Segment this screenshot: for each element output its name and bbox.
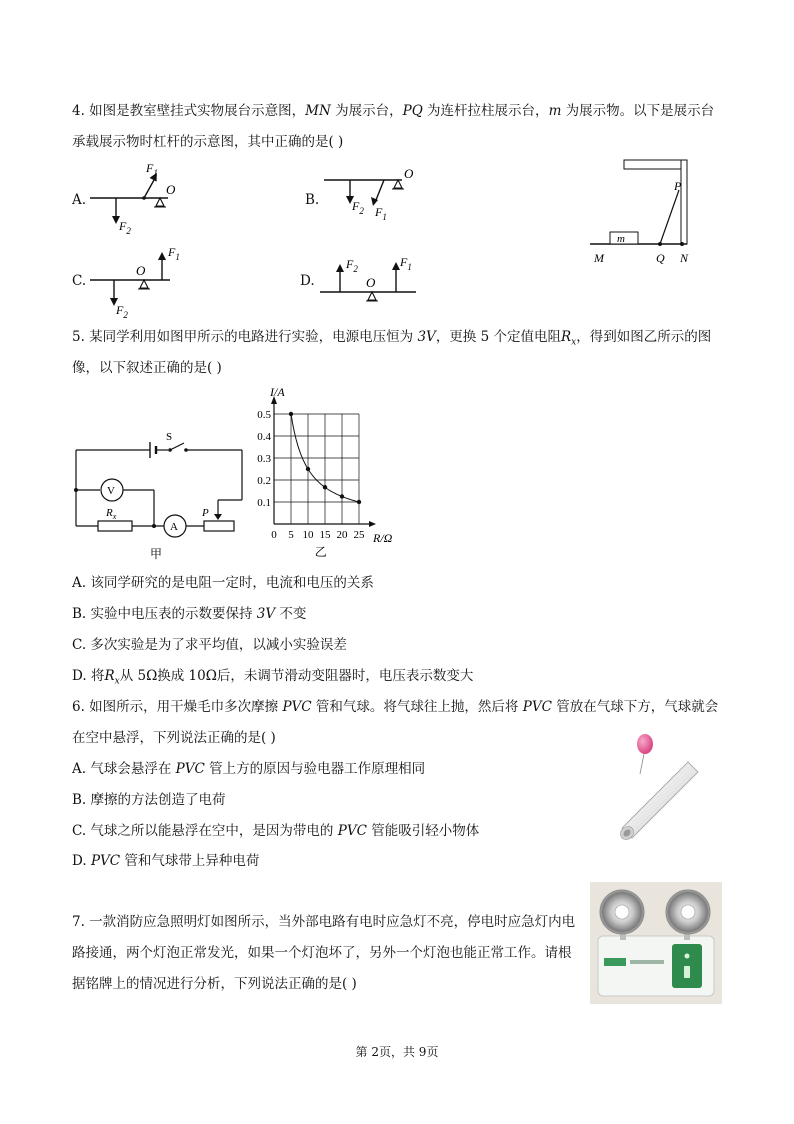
stand-N-label: N [680, 251, 689, 265]
q6-option-d[interactable]: D. PVC 管和气球带上异种电荷 [72, 853, 260, 869]
resistor-rx-label: $R_x$ [106, 507, 117, 521]
q7-stem-line3: 据铭牌上的情况进行分析，下列说法正确的是( ) [72, 976, 357, 992]
q4b-f2-label: $F_2$ [352, 199, 364, 216]
pvc-tube-shape [622, 762, 698, 838]
switch-s-label: S [166, 431, 173, 443]
x-axis-arrow [369, 521, 376, 527]
data-point [340, 494, 344, 498]
q4-stem-line2: 承载展示物时杠杆的示意图，其中正确的是( ) [72, 134, 344, 150]
q4b-f1-label: $F_1$ [375, 205, 387, 222]
chart-axes [271, 396, 376, 527]
q6-option-b[interactable]: B. 摩擦的方法创造了电荷 [72, 792, 226, 808]
rheostat-p-label: P [202, 507, 209, 519]
balloon-pvc-picture [612, 730, 702, 840]
q4c-f2-label: $F_2$ [116, 303, 128, 320]
q4-option-b-diagram [320, 164, 420, 230]
q4a-f1-label: $F_1$ [146, 161, 158, 178]
q4-option-c-label: C. [72, 273, 87, 289]
q5-circuit-diagram [68, 424, 254, 564]
q5-current-resistance-chart [250, 384, 410, 564]
chart-grid [274, 414, 359, 524]
q4-option-c-diagram [88, 240, 188, 320]
q4a-o-label: O [166, 182, 176, 197]
q4a-f2-label: $F_2$ [119, 219, 131, 236]
q4-option-a-label: A. [72, 192, 87, 208]
q4d-f1-label: $F_1$ [400, 255, 412, 272]
q6-option-a[interactable]: A. 气球会悬浮在 PVC 管上方的原因与验电器工作原理相同 [72, 761, 426, 777]
page-footer: 第 2页，共 9页 [355, 1045, 439, 1059]
y-tick-label: 0.5 [257, 409, 271, 421]
q4d-o-label: O [366, 275, 376, 290]
x-tick-label: 25 [353, 529, 365, 541]
q6-stem-line2: 在空中悬浮，下列说法正确的是( ) [72, 730, 276, 746]
stand-m-label: m [617, 233, 625, 245]
q4c-o-label: O [136, 263, 146, 278]
q7-stem-line2: 路接通，两个灯泡正常发光，如果一个灯泡坏了，另外一个灯泡也能正常工作。请根 [72, 945, 572, 961]
q5-stem-line2: 像，以下叙述正确的是( ) [72, 360, 222, 376]
q6-option-c[interactable]: C. 气球之所以能悬浮在空中，是因为带电的 PVC 管能吸引轻小物体 [72, 823, 480, 839]
x-tick-label: 20 [336, 529, 348, 541]
circuit-caption: 甲 [150, 547, 163, 561]
emergency-light-picture [590, 882, 722, 1004]
q6-stem-line1: 6. 如图所示，用干燥毛巾多次摩擦 PVC 管和气球。将气球往上抛，然后将 PVC 管放在气球下方，气球就会 [72, 699, 719, 715]
q4-option-a-diagram [88, 158, 188, 236]
data-point [357, 500, 361, 504]
chart-y-axis-label: I/A [270, 385, 285, 399]
y-tick-label: 0.4 [257, 431, 271, 443]
q5-option-a[interactable]: A. 该同学研究的是电阻一定时，电流和电压的关系 [72, 575, 374, 591]
chart-x-axis-label: R/Ω [373, 531, 393, 545]
q4c-f1-label: $F_1$ [168, 245, 180, 262]
y-tick-label: 0.2 [257, 475, 271, 487]
q5-option-b[interactable]: B. 实验中电压表的示数要保持 3V 不变 [72, 606, 307, 622]
q7-stem-line1: 7. 一款消防应急照明灯如图所示，当外部电路有电时应急灯不亮，停电时应急灯内电 [72, 914, 576, 930]
x-tick-label: 15 [319, 529, 331, 541]
x-tick-label: 5 [288, 529, 294, 541]
q5-option-d[interactable]: D. 将$R_x$从 5Ω换成 10Ω后，未调节滑动变阻器时，电压表示数变大 [72, 668, 474, 687]
stand-M-label: M [594, 251, 604, 265]
chart-caption: 乙 [314, 545, 327, 559]
q4-display-stand-figure [580, 152, 710, 272]
balloon-shape [637, 734, 653, 754]
q4-stem-line1: 4. 如图是教室壁挂式实物展台示意图，MN 为展示台，PQ 为连杆拉柱展示台，m 为展示物。以下是展示台 [72, 103, 715, 119]
q4-option-d-label: D. [300, 273, 315, 289]
stand-Q-label: Q [656, 251, 665, 265]
data-point [323, 485, 327, 489]
data-point [306, 467, 310, 471]
q5-stem-line1: 5. 某同学利用如图甲所示的电路进行实验，电源电压恒为 3V，更换 5 个定值电阻$R_x$，得到如图乙所示的图 [72, 329, 712, 348]
q4-option-b-label: B. [305, 192, 320, 208]
data-point [289, 412, 293, 416]
q4-option-d-diagram [316, 250, 436, 314]
x-tick-label: 0 [271, 529, 277, 541]
stand-p-label: P [674, 179, 682, 193]
y-tick-label: 0.1 [257, 497, 271, 509]
ammeter-a-label: A [170, 521, 178, 533]
q5-option-c[interactable]: C. 多次实验是为了求平均值，以减小实验误差 [72, 637, 347, 653]
q4b-o-label: O [404, 166, 414, 181]
voltmeter-v-label: V [107, 485, 115, 497]
y-tick-label: 0.3 [257, 453, 271, 465]
x-tick-label: 10 [302, 529, 314, 541]
q4d-f2-label: $F_2$ [346, 257, 358, 274]
